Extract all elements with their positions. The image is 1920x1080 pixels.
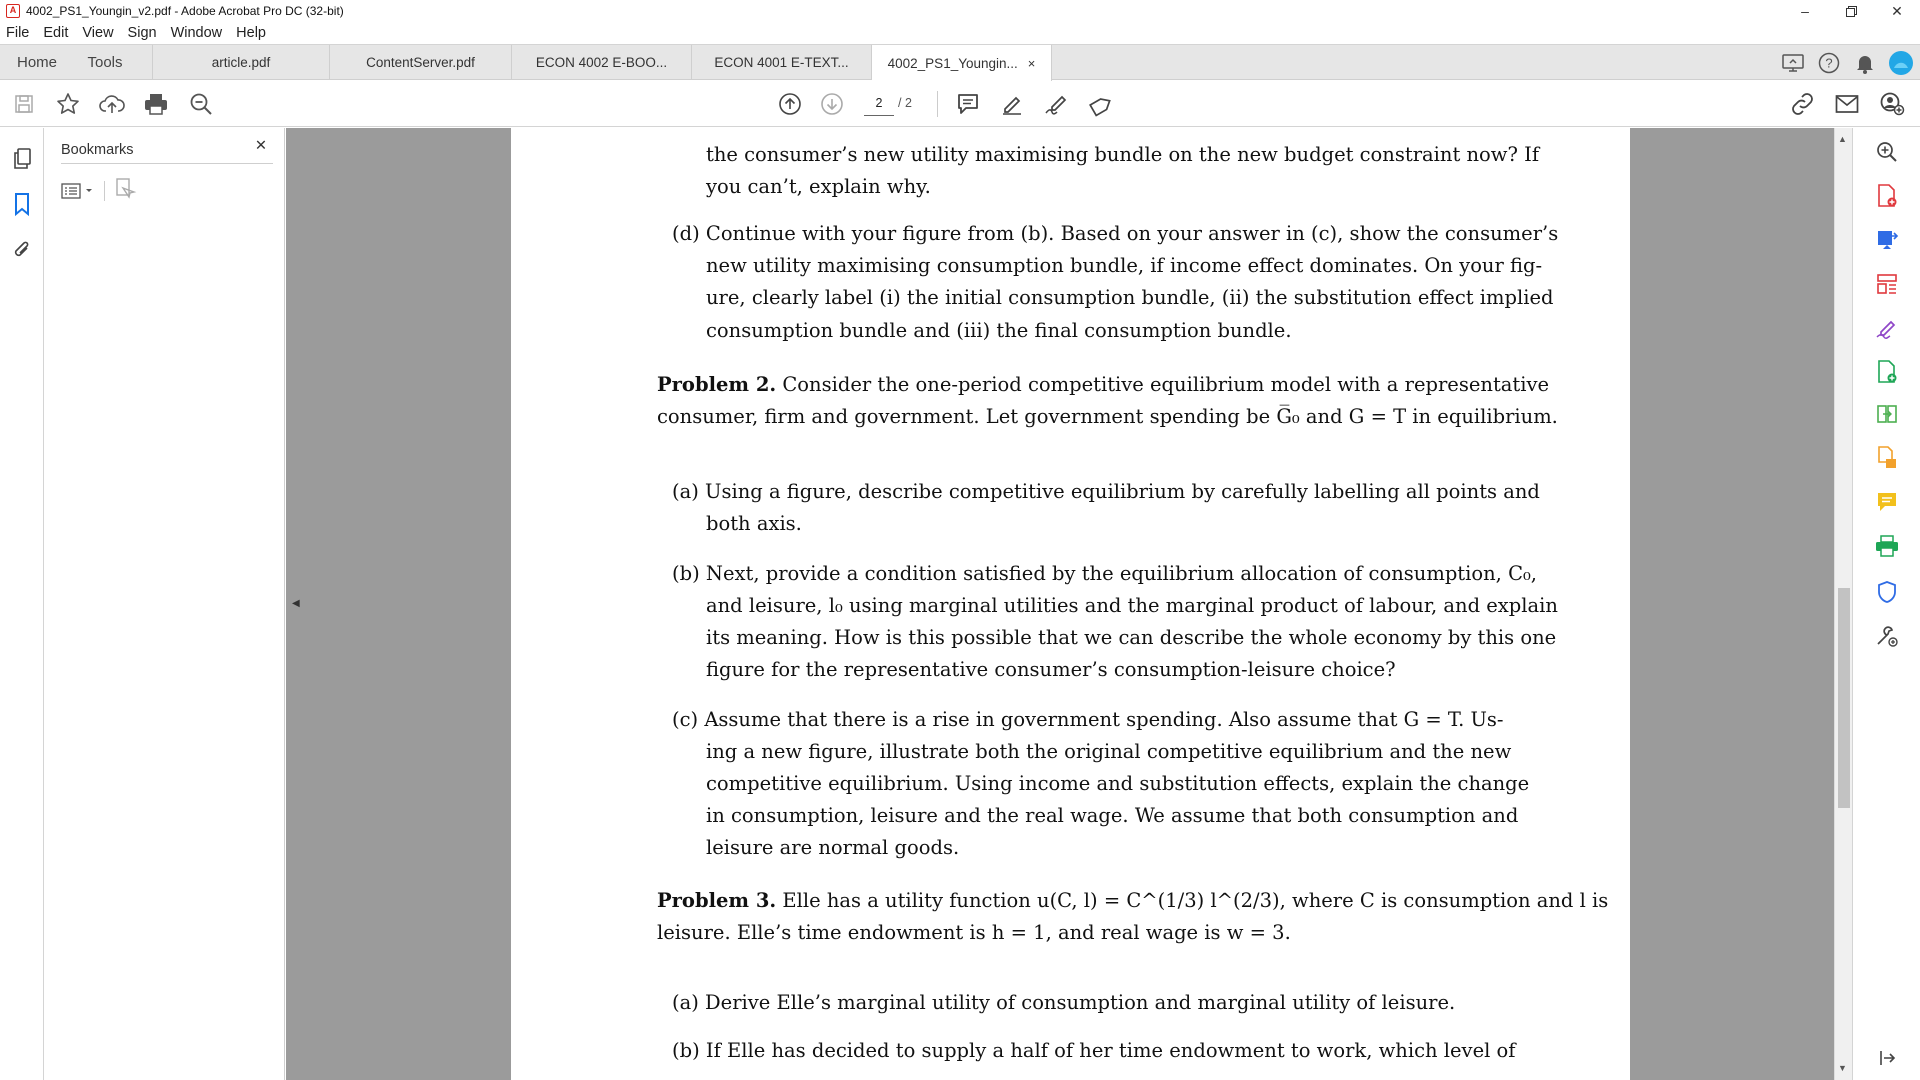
sign-pen-icon[interactable]: [1042, 89, 1072, 119]
vertical-scrollbar[interactable]: [1834, 128, 1852, 1080]
right-tools-pane: [1852, 128, 1920, 1080]
toolbar-divider: [937, 91, 938, 117]
doc-line: competitive equilibrium. Using income and substitution effects, explain the change: [706, 772, 1530, 795]
svg-text:?: ?: [1825, 55, 1833, 70]
page-up-icon[interactable]: [775, 89, 805, 119]
page-total: / 2: [898, 96, 912, 110]
scroll-thumb[interactable]: [1838, 588, 1850, 808]
doc-line: figure for the representative consumer’s consumption-leisure choice?: [706, 658, 1396, 681]
close-icon[interactable]: ✕: [1891, 2, 1903, 19]
share-send-icon[interactable]: [1086, 89, 1116, 119]
collapse-pane-icon[interactable]: [1873, 1044, 1901, 1072]
attachments-icon[interactable]: [8, 236, 36, 264]
tab-bar: [0, 44, 1920, 80]
screen-share-icon[interactable]: [1778, 48, 1808, 78]
save-icon[interactable]: [9, 89, 39, 119]
tab-home[interactable]: Home: [16, 54, 57, 71]
print-icon[interactable]: [141, 89, 171, 119]
page-thumbnails-icon[interactable]: [8, 145, 36, 173]
doc-line: both axis.: [706, 512, 802, 535]
user-avatar-icon[interactable]: [1886, 48, 1916, 78]
doc-line: ure, clearly label (i) the initial consumption bundle, (ii) the substitution effect implied: [706, 286, 1554, 309]
page-down-icon[interactable]: [817, 89, 847, 119]
left-nav-rail: [0, 128, 44, 1080]
zoom-out-icon[interactable]: [186, 89, 216, 119]
collapse-left-arrow-icon[interactable]: ◀: [292, 598, 300, 609]
tab-econ4001[interactable]: ECON 4001 E-TEXT...: [692, 45, 872, 80]
bookmarks-panel: [45, 128, 285, 1080]
organize-pages-icon[interactable]: [1873, 270, 1901, 298]
restore-icon[interactable]: [1828, 0, 1874, 22]
scroll-up-arrow-icon[interactable]: ▲: [1838, 134, 1847, 144]
problem-2-line-1: [657, 373, 1550, 396]
comment-icon[interactable]: [953, 89, 983, 119]
doc-line: ing a new figure, illustrate both the original competitive equilibrium and the new: [706, 740, 1512, 763]
bm-divider: [104, 181, 105, 201]
zoom-in-icon[interactable]: [1873, 138, 1901, 166]
edit-pdf-icon[interactable]: [1873, 358, 1901, 386]
title-bar: [0, 0, 1920, 22]
problem-2-label: Problem 2.: [657, 373, 777, 396]
export-pdf-icon[interactable]: [1873, 226, 1901, 254]
doc-line: (d) Continue with your figure from (b). Based on your answer in (c), show the consumer’s: [672, 222, 1559, 245]
doc-line: (a) Derive Elle’s marginal utility of consumption and marginal utility of leisure.: [672, 991, 1456, 1014]
doc-line: (b) If Elle has decided to supply a half of her time endowment to work, which level of: [672, 1039, 1516, 1062]
link-icon[interactable]: [1788, 89, 1818, 119]
doc-line: in consumption, leisure and the real wage. We assume that both consumption and: [706, 804, 1519, 827]
new-bookmark-icon[interactable]: [115, 178, 135, 204]
notification-bell-icon[interactable]: [1850, 48, 1880, 78]
menu-view[interactable]: View: [82, 25, 114, 41]
document-view[interactable]: [286, 128, 1834, 1080]
acrobat-icon: A: [6, 4, 20, 18]
doc-line: new utility maximising consumption bundle, if income effect dominates. On your fig-: [706, 254, 1543, 277]
doc-line: its meaning. How is this possible that we can describe the whole economy by this one: [706, 626, 1557, 649]
create-pdf-icon[interactable]: [1873, 182, 1901, 210]
pdf-page: [511, 128, 1630, 1080]
tab-tools[interactable]: Tools: [87, 54, 123, 71]
combine-files-icon[interactable]: [1873, 444, 1901, 472]
doc-line: (c) Assume that there is a rise in government spending. Also assume that G = T. Us-: [672, 708, 1504, 731]
menu-sign[interactable]: Sign: [127, 25, 157, 41]
doc-line: leisure are normal goods.: [706, 836, 960, 859]
menu-help[interactable]: Help: [236, 25, 266, 41]
print-production-icon[interactable]: [1873, 532, 1901, 560]
menu-window[interactable]: Window: [170, 25, 223, 41]
menu-edit[interactable]: Edit: [43, 25, 69, 41]
more-tools-icon[interactable]: [1873, 622, 1901, 650]
tab-econ4002[interactable]: ECON 4002 E-BOO...: [512, 45, 692, 80]
cloud-upload-icon[interactable]: [97, 89, 127, 119]
email-icon[interactable]: [1832, 89, 1862, 119]
menu-file[interactable]: File: [6, 25, 30, 41]
bookmark-options-icon[interactable]: [61, 183, 94, 199]
tab-ps1[interactable]: [872, 45, 1052, 81]
bookmarks-title: Bookmarks: [61, 141, 134, 158]
help-icon[interactable]: [1814, 48, 1844, 78]
fill-sign-icon[interactable]: [1873, 314, 1901, 342]
problem-3-label: Problem 3.: [657, 889, 777, 912]
doc-line: (a) Using a figure, describe competitive equilibrium by carefully labelling all points and: [672, 480, 1540, 503]
close-panel-icon[interactable]: ✕: [254, 138, 267, 154]
bookmark-star-icon[interactable]: [53, 89, 83, 119]
tab-ps1-label: 4002_PS1_Youngin...: [887, 55, 1018, 71]
doc-line: you can’t, explain why.: [706, 175, 931, 198]
comment-tool-icon[interactable]: [1873, 488, 1901, 516]
scroll-down-arrow-icon[interactable]: ▼: [1838, 1063, 1847, 1073]
toolbar: [0, 81, 1920, 127]
tab-article[interactable]: article.pdf: [152, 45, 330, 80]
highlight-pen-icon[interactable]: [997, 89, 1027, 119]
problem-2-text: Consider the one-period competitive equilibrium model with a representative: [782, 373, 1550, 396]
doc-line: consumption bundle and (iii) the final consumption bundle.: [706, 319, 1292, 342]
problem-3-line-1: [657, 889, 1609, 912]
minimize-icon[interactable]: –: [1801, 3, 1809, 19]
problem-3-text: Elle has a utility function u(C, l) = C^(1/3) l^(2/3), where C is consumption and l is: [782, 889, 1609, 912]
problem-2-line-2: consumer, firm and government. Let government spending be G̅₀ and G = T in equilibrium.: [657, 405, 1558, 428]
add-user-icon[interactable]: [1877, 89, 1907, 119]
bookmarks-icon[interactable]: [8, 190, 36, 218]
bookmarks-header: [61, 136, 273, 164]
doc-line: the consumer’s new utility maximising bundle on the new budget constraint now? If: [706, 143, 1540, 166]
doc-line: and leisure, l₀ using marginal utilities and the marginal product of labour, and explain: [706, 594, 1558, 617]
protect-shield-icon[interactable]: [1873, 578, 1901, 606]
doc-line: (b) Next, provide a condition satisfied by the equilibrium allocation of consumption, C₀,: [672, 562, 1538, 585]
window-title: 4002_PS1_Youngin_v2.pdf - Adobe Acrobat Pro DC (32-bit): [26, 4, 344, 18]
tab-contentserver[interactable]: ContentServer.pdf: [330, 45, 512, 80]
compare-files-icon[interactable]: [1873, 400, 1901, 428]
menu-bar: [0, 22, 1920, 44]
page-number-input[interactable]: 2: [864, 90, 894, 116]
problem-3-line-2: leisure. Elle’s time endowment is h = 1, and real wage is w = 3.: [657, 921, 1291, 944]
tab-close-icon[interactable]: ×: [1027, 55, 1036, 71]
